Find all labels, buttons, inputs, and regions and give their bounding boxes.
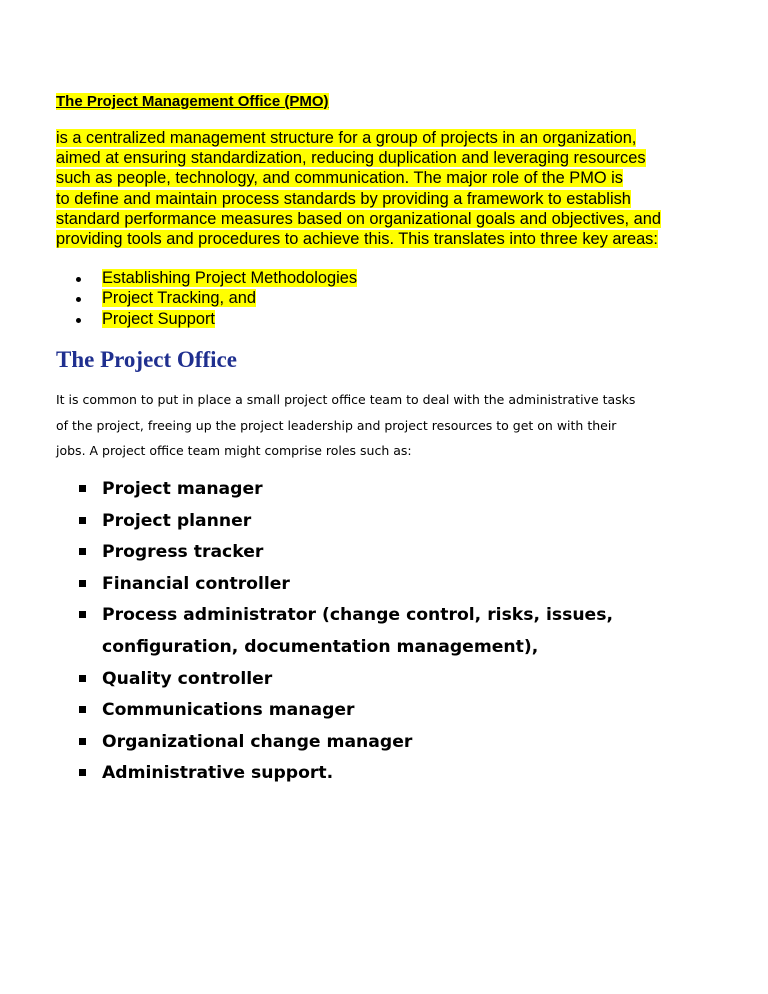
role-text: Project manager (102, 479, 263, 499)
project-office-paragraph (56, 387, 716, 464)
role-item (56, 506, 613, 538)
role-item (56, 569, 613, 601)
paragraph-line: jobs. A project office team might comprise roles such as: (56, 443, 412, 458)
pmo-description-text: standard performance measures based on organizational goals and objectives, and (56, 209, 662, 228)
key-area-text: Establishing Project Methodologies (102, 269, 358, 287)
pmo-description-line (56, 128, 716, 148)
role-item (56, 474, 613, 506)
role-text: Progress tracker (102, 542, 264, 563)
role-text: Financial controller (102, 573, 290, 594)
pmo-title-text: The Project Management Office (PMO) (56, 93, 329, 110)
pmo-description-text: such as people, technology, and communication. The major role of the PMO is (56, 169, 623, 188)
key-area-text: Project Tracking, and (102, 289, 256, 308)
square-bullet-icon (79, 611, 86, 618)
square-bullet-icon (79, 485, 86, 492)
key-area-item (56, 268, 357, 288)
pmo-description-text: to define and maintain process standards by providing a framework to establish (56, 189, 631, 208)
role-item (56, 727, 613, 759)
pmo-description-line (56, 148, 716, 168)
square-bullet-icon (79, 548, 86, 555)
square-bullet-icon (79, 675, 86, 682)
pmo-description-line (56, 229, 716, 249)
role-text: Administrative support. (102, 763, 334, 784)
roles-list (56, 474, 613, 790)
square-bullet-icon (79, 769, 86, 776)
role-text: Process administrator (change control, risks, issues, (102, 605, 613, 626)
key-area-text: Project Support (102, 309, 215, 328)
pmo-description-line (56, 168, 716, 188)
key-area-item (56, 309, 357, 329)
role-item (56, 600, 613, 663)
role-text: Organizational change manager (102, 731, 413, 752)
pmo-description (56, 128, 716, 249)
role-item (56, 537, 613, 569)
role-text: Quality controller (102, 668, 273, 689)
pmo-title (56, 92, 329, 111)
pmo-description-text: providing tools and procedures to achieve this. This translates into three key areas: (56, 230, 658, 249)
role-item (56, 758, 613, 790)
pmo-description-line (56, 189, 716, 209)
paragraph-line: of the project, freeing up the project leadership and project resources to get on with their (56, 417, 617, 433)
square-bullet-icon (79, 706, 86, 713)
role-text: Project planner (102, 510, 252, 531)
role-text-continuation: configuration, documentation management), (102, 636, 539, 657)
key-area-item (56, 288, 357, 308)
bullet-dot-icon (76, 297, 81, 302)
paragraph-line: It is common to put in place a small project office team to deal with the administrative tasks (56, 392, 636, 407)
square-bullet-icon (79, 738, 86, 745)
bullet-dot-icon (76, 277, 81, 282)
pmo-description-text: aimed at ensuring standardization, reducing duplication and leveraging resources (56, 149, 646, 168)
role-item (56, 664, 613, 696)
square-bullet-icon (79, 517, 86, 524)
bullet-dot-icon (76, 318, 81, 323)
key-areas-list (56, 268, 357, 329)
project-office-heading: The Project Office (56, 347, 237, 372)
square-bullet-icon (79, 580, 86, 587)
role-item (56, 695, 613, 727)
role-text: Communications manager (102, 700, 355, 721)
pmo-description-line (56, 209, 716, 229)
pmo-description-text: is a centralized management structure for a group of projects in an organization, (56, 129, 637, 147)
